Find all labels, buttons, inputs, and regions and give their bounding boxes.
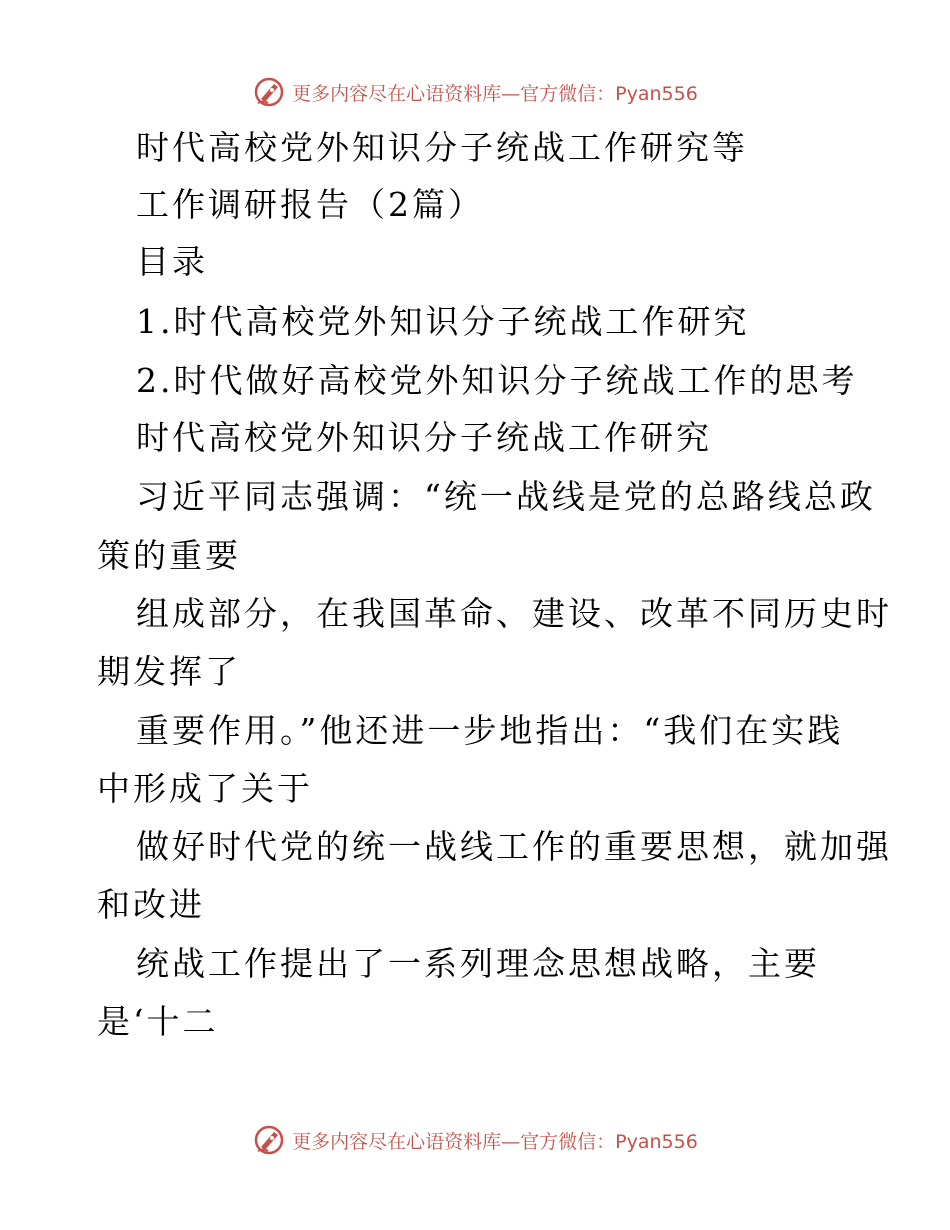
body-line: 中形成了关于	[97, 769, 313, 808]
body-line: 是‘十二	[97, 1002, 219, 1041]
footer-banner	[0, 1120, 950, 1160]
body-line: 重要作用。”他还进一步地指出：“我们在实践	[136, 711, 844, 750]
document-title-line-2: 工作调研报告（2篇）	[136, 185, 484, 224]
footer-banner-caption: 更多内容尽在心语资料库—官方微信：	[292, 1130, 616, 1153]
toc-heading: 目录	[136, 242, 208, 281]
header-banner-caption: 更多内容尽在心语资料库—官方微信：	[292, 82, 616, 105]
body-line: 统战工作提出了一系列理念思想战略，主要	[136, 944, 820, 983]
body-line: 组成部分，在我国革命、建设、改革不同历史时	[136, 594, 892, 633]
body-line: 期发挥了	[97, 652, 241, 691]
body-line: 策的重要	[97, 536, 241, 575]
toc-item-2: 2.时代做好高校党外知识分子统战工作的思考	[136, 361, 858, 400]
pen-nib-logo-icon	[252, 1123, 286, 1157]
toc-item-1: 1.时代高校党外知识分子统战工作研究	[136, 302, 750, 341]
header-banner	[0, 72, 950, 112]
body-line: 习近平同志强调：“统一战线是党的总路线总政	[136, 477, 876, 516]
document-title-line-1: 时代高校党外知识分子统战工作研究等	[136, 128, 748, 167]
header-banner-brand: Pyan556	[615, 82, 698, 105]
footer-banner-brand: Pyan556	[615, 1130, 698, 1153]
header-banner-text	[292, 79, 698, 106]
body-line: 做好时代党的统一战线工作的重要思想，就加强	[136, 827, 892, 866]
footer-banner-text	[292, 1127, 698, 1154]
pen-nib-logo-icon	[252, 75, 286, 109]
section-title: 时代高校党外知识分子统战工作研究	[136, 418, 712, 457]
body-line: 和改进	[97, 885, 205, 924]
